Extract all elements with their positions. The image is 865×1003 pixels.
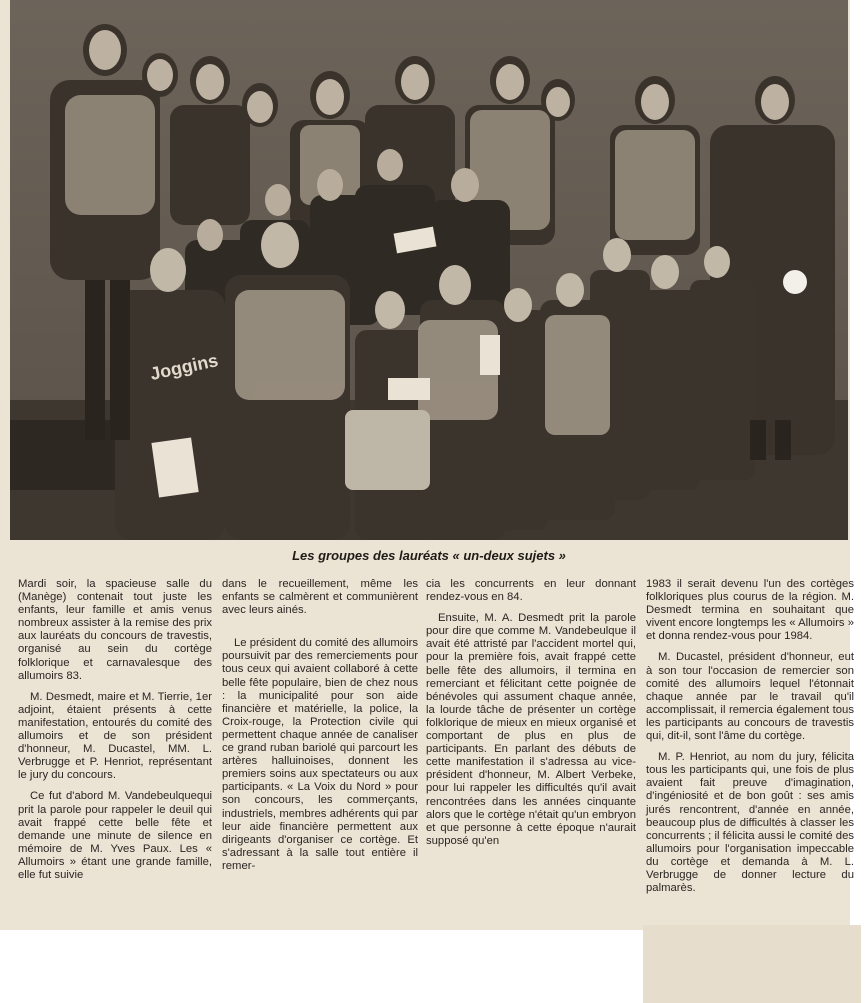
article-column-4: [646, 578, 854, 903]
group-photo: [10, 0, 848, 540]
photo-illustration: [10, 0, 848, 540]
paragraph: M. Ducastel, président d'honneur, eut à son tour l'occasion de remercier son comité des allumoirs lequel l'étonnait chaque année par le travail qu'il accomplissait, il remercia également tous les participants au concours de travestis qui, dit-il, sont l'âme du cortège.: [646, 651, 854, 743]
article-column-2: [222, 578, 418, 881]
paragraph: Ce fut d'abord M. Vandebeulquequi prit la parole pour rappeler le deuil qui avait frappé cette belle fête et demande une minute de silence en mémoire de M. Yves Paux. Les « Allumoirs » étant une grande famille, elle fut suivie: [18, 790, 212, 881]
photo-caption: Les groupes des lauréats « un-deux sujets »: [292, 548, 566, 563]
sweatshirt-text: Joggins: [148, 350, 220, 385]
paragraph: M. P. Henriot, au nom du jury, félicita tous les participants qui, une fois de plus avaient fait preuve d'imagination, d'ingéniosité et de bon goût : ses amis jurés rencontrent, d'année en année, beaucoup plus de difficultés à classer les concurrents ; il félicita aussi le comité des allumoirs pour l'organisation impeccable du cortège et demanda à M. L. Verbrugge de donner lecture du palmarès.: [646, 751, 854, 895]
paragraph: cia les concurrents en leur donnant rendez-vous en 84.: [426, 578, 636, 604]
newspaper-clipping-tail: [643, 925, 861, 1003]
article-column-3: [426, 578, 636, 856]
paragraph: 1983 il serait devenu l'un des cortèges folkloriques plus courus de la région. M. Desmedt termina en souhaitant que vivent encore longtemps les « Allumoirs » et donna rendez-vous pour 1984.: [646, 578, 854, 643]
paragraph: M. Desmedt, maire et M. Tierrie, 1er adjoint, étaient présents à cette manifestation, entourés du comité des allumoirs et de son président d'honneur, M. Ducastel, MM. L. Verbrugge et P. Henriot, représentant le jury du concours.: [18, 690, 212, 782]
paragraph: Le président du comité des allumoirs poursuivit par des remerciements pour tous ceux qui avaient collaboré à cette belle fête populaire, bien de chez nous : la municipalité pour son aide financière et matérielle, la police, la Croix-rouge, la Protection civile qui permettent chaque année de canaliser ce grand ruban bariolé qui parcourt les artères halluinoises, donnent les premiers soins aux spectateurs ou aux participants. « La Voix du Nord » pour son concours, les commerçants, industriels, membres adhérents qui par leur aide financière permettent aux dirigeants d'organiser ce cortège. Et s'adressant à la salle tout entière il remer-: [222, 637, 418, 872]
paragraph: dans le recueillement, même les enfants se calmèrent et communièrent avec leurs ainés.: [222, 578, 418, 617]
paragraph: Mardi soir, la spacieuse salle du (Manège) contenait tout juste les enfants, leur famille et amis venus nombreux assister à la remise des prix aux lauréats du concours de travestis, organisé au sein du cortège folklorique et carnavalesque des allumoirs 83.: [18, 578, 212, 682]
article-column-1: [18, 578, 212, 890]
paragraph: Ensuite, M. A. Desmedt prit la parole pour dire que comme M. Vandebeulque il avait été attristé par l'accident mortel qui, pour la première fois, avait frappé cette belle fête des allumoirs, il termina en remerciant et félicitant cette poignée de bénévoles qui assument chaque année, la lourde tâche de présenter un cortège folklorique de mieux en mieux organisé et comportant de plus en plus de participants. En parlant des débuts de cette manifestation il s'adressa au vice-président d'honneur, M. Albert Verbeke, pour lui rappeler les difficultés qu'il avait rencontrées dans les années cinquante alors que le cortège n'était qu'un embryon et que personne à cette époque n'aurait supposé qu'en: [426, 612, 636, 847]
